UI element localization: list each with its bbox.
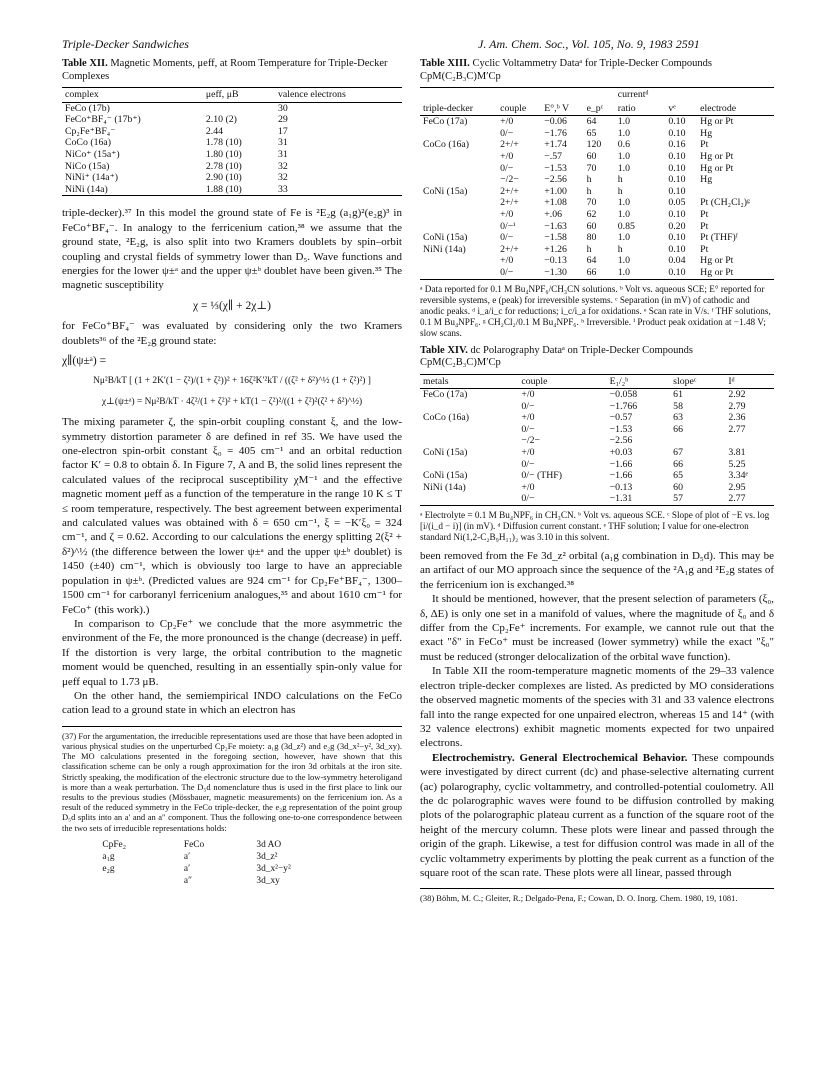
table13-cell: 0.05	[668, 197, 686, 209]
table14-row	[420, 470, 774, 482]
table14-cell: NiNi (14a)	[423, 481, 466, 493]
table14-cell: −0.13	[609, 481, 633, 493]
table12-cell: 1.78 (10)	[205, 137, 242, 149]
table13-row	[420, 244, 774, 256]
table13-cell: 1.0	[617, 127, 630, 139]
table12-header-1: μeff, μB	[203, 88, 275, 103]
table13-row	[420, 232, 774, 244]
table12-row	[62, 161, 402, 173]
corr-row	[99, 852, 364, 864]
table13-cell: −1.63	[544, 220, 567, 232]
corr-cell: 3d_x²−y²	[256, 863, 291, 874]
table14-cell	[420, 424, 518, 436]
table13-cell	[420, 209, 497, 221]
table13-row	[420, 139, 774, 151]
right-paragraph-3: In Table XII the room-temperature magnetic moments of the 29–33 valence electron triple-decker complexes are listed. As predicted by MO considerations the observed magnetic moments of the species with 31 and 33 valence electrons fall into the range expected for one unpaired electron, whereas 15 and 14⁺ (with 32 valence electrons) exhibit magnetic moments expected for two unpaired electrons.	[420, 665, 774, 750]
table13-cell: 0.10	[668, 127, 686, 139]
table14-row	[420, 412, 774, 424]
table12-cell	[203, 102, 275, 114]
table13-cell: 70	[586, 162, 597, 174]
table14-cell	[725, 435, 774, 447]
table14-row	[420, 459, 774, 471]
equation-chi-perp: χ⊥(ψ±ᵃ) = Nμ²B/kT · 4ζ²/(1 + ζ²)² + kT(1 − ζ²)²/((1 + ζ²)²(ζ² + δ²)^½)	[101, 396, 363, 407]
table13-cell: Hg or Pt	[700, 266, 734, 278]
table13-cell: 0.10	[668, 174, 686, 186]
table13-cell: h	[617, 174, 623, 186]
table12-row	[62, 149, 402, 161]
table13-footnote: ᵃ Data reported for 0.1 M Bu₄NPF₆/CH₃CN solutions. ᵇ Volt vs. aqueous SCE; E° reported for reversible systems, e (peak) for irreversible systems. ᶜ Separation (in mV) of cathodic and anodic peaks. ᵈ i_a/i_c for reductions; i_c/i_a for oxidations. ᵉ Scan rate in V/s. ᶠ THF solutions, 0.1 M Bu₄NPF₆. ᵍ CH₂Cl₂/0.1 M Bu₄NPF₆. ʰ Irreversible. ⁱ Product peak oxidation at −1.48 V; slow scans.	[420, 283, 771, 338]
table13-cell: 62	[586, 208, 597, 220]
table14-cell: −0.058	[609, 389, 638, 401]
right-paragraph-4: Electrochemistry. General Electrochemical Behavior. These compounds were investigated by direct current (dc) and phase-selective alternating current (ac) polarography, cyclic voltammetry, and controlled-potential coulometry. All the dc polarographic waves were found to be diffusion controlled by making plots of the polarographic plateau current as a function of the square root of the height of the mercury column. These plots were linear and passed through the origin of the graph. Likewise, a test for diffusion control was made in all of the cyclic voltammetry experiments by plotting the peak current as a function of the square root of the scan rate. These plots were all linear, passed through	[420, 751, 774, 879]
equation-susceptibility: χ = ⅓(χ∥ + 2χ⊥)	[193, 299, 271, 312]
table13-cell: +.06	[544, 208, 563, 220]
table12-header-0: complex	[62, 88, 203, 103]
table13-cell: Hg or Pt	[700, 162, 734, 174]
table14-cell: −1.766	[609, 400, 638, 412]
table13-cell: −0.06	[544, 116, 567, 128]
correspondence-table	[99, 839, 364, 887]
table14-cell: 2.92	[728, 389, 746, 401]
table13-cell	[420, 151, 497, 163]
table13-header-3: e_pᶜ	[584, 102, 615, 116]
table14	[420, 374, 774, 507]
table14-cell: 3.34ᵉ	[728, 470, 749, 482]
table13-header-5: vᵉ	[665, 102, 697, 116]
table13-cell: 0.10	[668, 232, 686, 244]
table13-cell: 0/−ⁱ	[500, 220, 516, 232]
table13-cell: h	[617, 243, 623, 255]
table14-cell: +/0	[521, 481, 535, 493]
table14-cell: 65	[673, 470, 683, 482]
table13-cell: −1.53	[544, 162, 567, 174]
table14-cell: 0/− (THF)	[521, 470, 563, 482]
table13-cell: 64	[586, 116, 597, 128]
table13-row	[420, 128, 774, 140]
table13-cell: 0.6	[617, 139, 630, 151]
table13-cell: FeCo (17a)	[423, 116, 468, 128]
table13-header-current: currentᵈ	[617, 89, 649, 100]
table13-row	[420, 221, 774, 233]
corr-cell: e₂g	[102, 863, 115, 874]
corr-cell: a″	[183, 875, 192, 886]
table14-header-3: slopeᶜ	[670, 374, 725, 389]
table13-cell: CoNi (15a)	[423, 232, 468, 244]
table14-cell: −1.66	[609, 458, 633, 470]
table12-cell: 17	[278, 125, 288, 137]
table13-cell: Hg or Pt	[700, 255, 734, 267]
table13-row	[420, 116, 774, 128]
table12-row	[62, 172, 402, 184]
table12-cell: NiCo (15a)	[65, 160, 110, 172]
table14-cell: 2.77	[728, 423, 746, 435]
table12-cell: 1.80 (10)	[205, 148, 242, 160]
table12-cell: 1.88 (10)	[205, 183, 242, 195]
left-paragraph-1: triple-decker).³⁷ In this model the ground state of Fe is ²E₂g (a₁g)²(e₂g)³ in FeCo⁺BF₄⁻. In analogy to the ferricenium cation,³⁸ we assume that the ground state, ²E₂g, is also split into two Kramers doublets by spin–orbit coupling and crystal fields of symmetry lower than D₅. Wave functions and energies for the lower ψ±ᵃ and the upper ψ±ᵇ doublet have been given.³⁵ The magnetic susceptibility	[62, 207, 402, 292]
table14-cell: 2.77	[728, 493, 746, 505]
table13-row	[420, 255, 774, 267]
table12-cell: 31	[278, 137, 288, 149]
table13-cell: Pt (THF)ᶠ	[700, 232, 738, 244]
table14-header-2: E₁/₂ᵇ	[607, 374, 671, 389]
table13-cell: 60	[586, 220, 597, 232]
table13-cell: NiNi (14a)	[423, 243, 466, 255]
table14-cell	[420, 493, 518, 505]
table13-cell	[420, 197, 497, 209]
table13-cell: 1.0	[617, 150, 630, 162]
right-paragraph-2: It should be mentioned, however, that the present selection of parameters (ξ₀, δ, ΔE) is only one set in a manifold of values, where the magnitude of ξ₀ and δ differ from the Cp₂Fe⁺ increments. For example, we cannot rule out that the exact "δ" in FeCo⁺ must be increased (lower symmetry) while the exact "ξ₀" must be reduced (stronger delocalization of the orbital wave function).	[420, 593, 774, 663]
table12-row	[62, 184, 402, 196]
table12-cell: 2.10 (2)	[205, 114, 237, 126]
table13-cell: h	[617, 185, 623, 197]
table13-cell: Pt	[700, 243, 709, 255]
table13-header-1: couple	[497, 102, 541, 116]
footnote-rule	[62, 726, 402, 727]
left-paragraph-5: On the other hand, the semiempirical INDO calculations on the FeCo cation lead to a ground state in which an electron has	[62, 689, 402, 717]
table13-cell	[420, 174, 497, 186]
table13-cell: +/0	[500, 116, 514, 128]
table12-cell: 29	[278, 114, 288, 126]
table14-cell: 5.25	[728, 458, 746, 470]
table14-cell: FeCo (17a)	[423, 389, 468, 401]
table13-cell: −1.30	[544, 266, 567, 278]
footnote-37: (37) For the argumentation, the irreducible representations used are those that have been adopted in various physical studies on the unperturbed Cp₂Fe moiety: a₁g (3d_z²) and e₂g (3d_x²−y², 3d_xy). The MO calculations presented in the foregoing section, however, have shown that this classification scheme can be only a rough approximation for the iron 3d orbitals at the iron site. Strictly speaking, the modification of the electronic structure due to the low-symmetry heteroligand is more than a weak perturbation. The D₅d nomenclature thus is used in the first place to link our results to the previous studies (Mössbauer, magnetic measurements) on the ferricenium ion. As a result of the reduced symmetry in the FeCo triple-decker, the e₂g representation of the point group D₅d splits into an a′ and an a″ component. Thus the following one-to-one correspondence between the two sets of irreducible representations holds:	[62, 730, 402, 833]
table13-cell: −2.56	[544, 174, 567, 186]
table13-cell: Hg or Pt	[700, 150, 734, 162]
table13-cell: +/0	[500, 208, 514, 220]
table13-cell: 0.10	[668, 162, 686, 174]
table13-cell: Pt	[700, 220, 709, 232]
table13-cell: 120	[586, 139, 602, 151]
table13-row	[420, 163, 774, 175]
table13-cell: 0.85	[617, 220, 635, 232]
table14-cell: +0.03	[609, 447, 633, 459]
table13-cell: 1.0	[617, 232, 630, 244]
table14-row	[420, 435, 774, 447]
table13-row	[420, 174, 774, 186]
footnote-rule-right	[420, 888, 774, 889]
table13-cell: +1.26	[544, 243, 567, 255]
table12-cell: 31	[278, 148, 288, 160]
right-paragraph-1: been removed from the Fe 3d_z² orbital (a₁g combination in D₅d). This may be an artifact of our MO approach since the sequence of the ²A₁g and ²E₂g states of the ferricenium ion is exchanged.³⁸	[420, 550, 774, 591]
table12-cell: 32	[278, 160, 288, 172]
table13-cell	[697, 186, 774, 198]
table14-cell: −2.56	[609, 435, 633, 447]
table14-cell: −1.53	[609, 423, 633, 435]
table13-cell: Pt	[700, 208, 709, 220]
table13-cell: Hg	[700, 127, 713, 139]
table14-cell	[420, 459, 518, 471]
corr-cell	[99, 876, 181, 888]
corr-cell: a′	[183, 852, 191, 863]
table12-cell: Cp₂Fe⁺BF₄⁻	[65, 125, 116, 137]
table13-cell: +1.74	[544, 139, 567, 151]
table13-cell: −/2−	[500, 174, 519, 186]
table14-row	[420, 401, 774, 413]
table14-cell: 2.95	[728, 481, 746, 493]
table13-cell: 1.0	[617, 255, 630, 267]
table14-cell: 0/−	[521, 423, 535, 435]
table13-cell: +1.00	[544, 185, 567, 197]
left-column	[62, 58, 402, 887]
table13-cell: −0.13	[544, 255, 567, 267]
table13-cell: +/0	[500, 255, 514, 267]
table13-row	[420, 267, 774, 279]
table13-header-4: ratio	[615, 102, 666, 116]
table13-cell: 1.0	[617, 197, 630, 209]
table13-header-6: electrode	[697, 102, 774, 116]
right-column	[420, 58, 774, 904]
table13-cell: 65	[586, 127, 597, 139]
table14-cell: 3.81	[728, 447, 746, 459]
table13-cell: 2+/+	[500, 197, 519, 209]
table14-cell	[670, 435, 725, 447]
corr-cell: a′	[183, 863, 191, 874]
table13-cell: h	[586, 243, 592, 255]
table14-cell: −1.66	[609, 470, 633, 482]
table12-row	[62, 126, 402, 138]
table14-row	[420, 424, 774, 436]
table12-cell: 33	[278, 183, 288, 195]
table14-cell: 60	[673, 481, 683, 493]
table13-cell: 0.10	[668, 243, 686, 255]
table13-cell: 1.0	[617, 208, 630, 220]
table12-cell: NiNi⁺ (14a⁺)	[65, 172, 119, 184]
table12-header-2: valence electrons	[275, 88, 402, 103]
table14-cell: −1.31	[609, 493, 633, 505]
table14-cell: −0.57	[609, 412, 633, 424]
table14-cell: +/0	[521, 412, 535, 424]
table13-cell: CoCo (16a)	[423, 139, 469, 151]
table13-cell: 80	[586, 232, 597, 244]
table14-cell: CoNi (15a)	[423, 470, 468, 482]
table12-row	[62, 137, 402, 149]
running-head-right: J. Am. Chem. Soc., Vol. 105, No. 9, 1983 2591	[478, 37, 700, 51]
table13-cell: Hg or Pt	[700, 116, 734, 128]
table12-cell: FeCo (17b)	[65, 102, 110, 114]
table13-cell: 1.0	[617, 162, 630, 174]
table12-cell: 2.78 (10)	[205, 160, 242, 172]
corr-cell: a₁g	[102, 852, 115, 863]
table13-cell: 64	[586, 255, 597, 267]
equation-chi-parallel: Nμ²B/kT [ (1 + 2K′(1 − ζ²)/(1 + ζ²))² + 16ζ²K′²kT / ((ζ² + δ²)^½ (1 + ζ²)²) ]	[93, 376, 371, 387]
table13-cell: Pt	[700, 139, 709, 151]
table12-cell: 2.44	[205, 125, 224, 137]
table12-caption: Table XII. Magnetic Moments, μeff, at Room Temperature for Triple-Decker Complexes	[62, 58, 388, 82]
table13-cell: 0.10	[668, 116, 686, 128]
table13-cell	[420, 163, 497, 175]
table13-cell	[420, 221, 497, 233]
corr-row	[99, 876, 364, 888]
table14-cell	[420, 435, 518, 447]
table13-caption: Table XIII. Cyclic Voltammetry Dataᵃ for Triple-Decker Compounds CpM(C₂B₃C)M′Cp	[420, 58, 713, 82]
table14-row	[420, 389, 774, 401]
table13-cell: Pt (CH₂Cl₂)ᵍ	[700, 197, 750, 209]
table13-row	[420, 151, 774, 163]
left-paragraph-4: In comparison to Cp₂Fe⁺ we conclude that the more asymmetric the environment of the Fe, the more pronounced is the change (decrease) in μeff. If the distortion is very large, the orbital contribution to the magnetic moment would be quenched, resulting in an essentially spin-only value for μeff equal to 1.73 μB.	[62, 617, 402, 688]
table13-cell: 0.10	[668, 150, 686, 162]
table14-cell: 57	[673, 493, 683, 505]
corr-cell: 3d_xy	[256, 875, 280, 886]
table14-cell: 63	[673, 412, 683, 424]
table13-cell: 0.10	[668, 185, 686, 197]
table13-cell: 0.10	[668, 208, 686, 220]
table13-cell: h	[586, 174, 592, 186]
table12-cell: 2.90 (10)	[205, 172, 242, 184]
table13-cell: 66	[586, 266, 597, 278]
table14-cell: 0/−	[521, 493, 535, 505]
table14-cell: 66	[673, 458, 683, 470]
table13-cell: −.57	[544, 150, 563, 162]
table14-cell: 2.79	[728, 400, 746, 412]
table13-cell: 0.20	[668, 220, 686, 232]
table13-header-0: triple-decker	[420, 102, 497, 116]
corr-cell: 3d_z²	[256, 852, 278, 863]
table13-cell: +1.08	[544, 197, 567, 209]
table14-footnote: ᵃ Electrolyte = 0.1 M Bu₄NPF₆ in CH₃CN. ᵇ Volt vs. aqueous SCE. ᶜ Slope of plot of −E vs. log [i/(i_d − i)] (in mV). ᵈ Diffusion current constant. ᵉ THF solution; I value for one-electron standard Ni(1,2-C₂B₉H₁₁)₂ was 3.10 in this solvent.	[420, 510, 770, 543]
table13-header-2: E°,ᵇ V	[541, 102, 583, 116]
table13-cell: 0/−	[500, 162, 514, 174]
table13-cell: 0.10	[668, 266, 686, 278]
table12-cell: CoCo (16a)	[65, 137, 111, 149]
corr-row	[99, 864, 364, 876]
table14-cell: +/0	[521, 389, 535, 401]
table14-row	[420, 482, 774, 494]
table14-cell: 2.36	[728, 412, 746, 424]
equation-chi-parallel-label: χ∥(ψ±ᵃ) =	[62, 355, 107, 367]
table14-cell	[420, 401, 518, 413]
table14-header-1: couple	[518, 374, 606, 389]
table14-row	[420, 447, 774, 459]
table13-cell: 0/−	[500, 232, 514, 244]
table13-cell: 2+/+	[500, 185, 519, 197]
table13-cell: −1.76	[544, 127, 567, 139]
table12-cell: FeCo⁺BF₄⁻ (17b⁺)	[65, 114, 141, 126]
table12-row	[62, 102, 402, 114]
table14-cell: 61	[673, 389, 683, 401]
table12-cell: NiNi (14a)	[65, 183, 108, 195]
table14-cell: CoNi (15a)	[423, 447, 468, 459]
running-head-left: Triple-Decker Sandwiches	[62, 37, 189, 51]
table13-cell: −1.58	[544, 232, 567, 244]
table14-header-4: Iᵈ	[725, 374, 774, 389]
table13-cell: Hg	[700, 174, 713, 186]
corr-header-0: CpFe₂	[102, 839, 126, 850]
table14-cell: +/0	[521, 447, 535, 459]
table14-cell: 0/−	[521, 400, 535, 412]
table13-cell: +/0	[500, 150, 514, 162]
table12	[62, 87, 402, 196]
corr-header-2: 3d AO	[256, 839, 282, 850]
table13-cell: 0.04	[668, 255, 686, 267]
table14-cell: 58	[673, 400, 683, 412]
table13-cell: 70	[586, 197, 597, 209]
table14-cell: 0/−	[521, 458, 535, 470]
table13	[420, 87, 774, 280]
left-paragraph-2: for FeCo⁺BF₄⁻ was evaluated by considering only the two Kramers doublets³⁶ of the ²E₂g ground state:	[62, 320, 402, 347]
table13-row	[420, 209, 774, 221]
table13-row	[420, 186, 774, 198]
table12-cell: 32	[278, 172, 288, 184]
table13-row	[420, 197, 774, 209]
table14-cell: 66	[673, 423, 683, 435]
table13-cell	[420, 267, 497, 279]
table13-cell	[420, 128, 497, 140]
table13-cell: h	[586, 185, 592, 197]
table13-cell: 0.16	[668, 139, 686, 151]
table14-header-0: metals	[420, 374, 518, 389]
table13-cell: 0/−	[500, 127, 514, 139]
table12-cell: 30	[278, 102, 288, 114]
table13-cell: 0/−	[500, 266, 514, 278]
table12-cell: NiCo⁺ (15a⁺)	[65, 148, 120, 160]
table14-caption: Table XIV. dc Polarography Dataᵃ on Triple-Decker Compounds CpM(C₂B₃C)M′Cp	[420, 344, 693, 368]
left-paragraph-3: The mixing parameter ζ, the spin-orbit coupling constant ξ, and the low-symmetry distortion parameter δ are defined in ref 35. We have used the one-electron spin-orbit constant ξ₀ = 405 cm⁻¹ and an orbital reduction factor K′ = 0.8 to obtain δ. In Figure 7, A and B, the solid lines represent the calculated values of the reciprocal susceptibility χM⁻¹ and the effective magnetic moment μeff as a function of the temperature in the range 10 K ≤ T ≤ room temperature, respectively. The best agreement between experimental and calculated values was obtained with δ = 650 cm⁻¹, ξ = −K′ξ₀ = 324 cm⁻¹, and ζ = 0.62. According to our calculations the energy splitting 2(ξ² + δ²)^½ (the difference between the lower ψ±ᵃ and the upper ψ±ᵇ doublet) is 1450 (±40) cm⁻¹, which is obviously too large to have an appreciable population in ψ±ᵇ. (Predicted values are 924 cm⁻¹ for Cp₂Fe⁺BF₄⁻, 1300–1500 cm⁻¹ for carboranyl ferricenium analogues,³⁵ and about 1610 cm⁻¹ for FeCo⁺ (this work).)	[62, 416, 402, 616]
section-heading-electrochemistry: Electrochemistry. General Electrochemical Behavior.	[432, 751, 688, 764]
table13-cell: 1.0	[617, 266, 630, 278]
table12-row	[62, 114, 402, 126]
table13-cell	[420, 255, 497, 267]
table13-cell: 1.0	[617, 116, 630, 128]
table14-cell: CoCo (16a)	[423, 412, 469, 424]
table13-cell: 2+/+	[500, 243, 519, 255]
table13-cell: 60	[586, 150, 597, 162]
table14-row	[420, 493, 774, 505]
corr-header-1: FeCo	[183, 839, 205, 850]
footnote-38: (38) Böhm, M. C.; Gleiter, R.; Delgado-Pena, F.; Cowan, D. O. Inorg. Chem. 1980, 19, 1081.	[420, 893, 738, 904]
table14-cell: 67	[673, 447, 683, 459]
table13-cell: 2+/+	[500, 139, 519, 151]
table13-cell: CoNi (15a)	[423, 185, 468, 197]
table14-cell: −/2−	[521, 435, 541, 447]
